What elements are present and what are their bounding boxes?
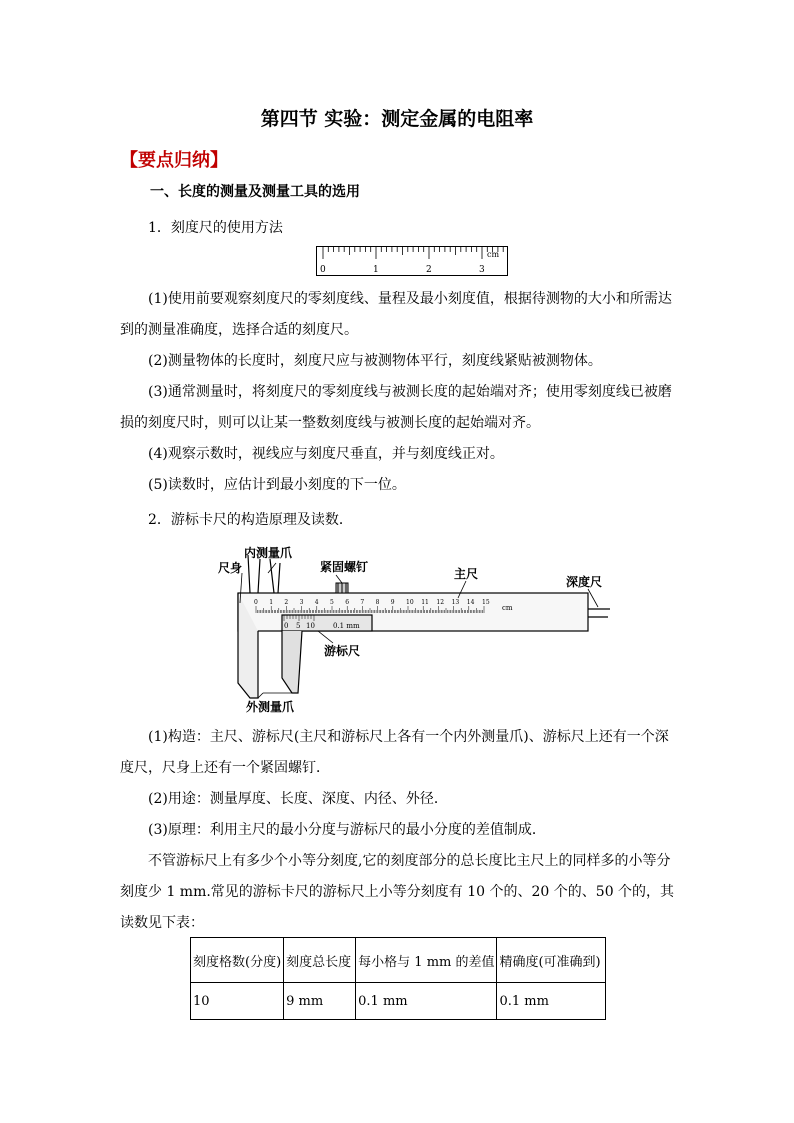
table-header: 每小格与 1 mm 的差值	[356, 938, 497, 983]
caliper-main-label: 14	[466, 599, 475, 606]
caliper-main-label: 3	[299, 599, 304, 606]
page-title: 第四节 实验：测定金属的电阻率	[260, 108, 534, 130]
caliper-item-2: (2)用途：测量厚度、长度、深度、内径、外径．	[148, 791, 448, 807]
caliper-item-1: (1)构造：主尺、游标尺(主尺和游标尺上各有一个内外测量爪)、游标尺上还有一个深度尺，尺身上还有一个紧固螺钉．	[120, 729, 669, 776]
label-screw: 紧固螺钉	[320, 560, 369, 574]
caliper-main-label: 1	[269, 599, 274, 606]
caliper-main-label: 8	[375, 599, 380, 606]
label-body: 尺身	[218, 561, 243, 575]
caliper-vernier-10: 10	[306, 622, 315, 630]
caliper-vernier-5: 5	[296, 622, 301, 630]
section-heading: 一、长度的测量及测量工具的选用	[150, 184, 360, 200]
caliper-main-label: 11	[421, 599, 429, 606]
caliper-main-label: 10	[406, 599, 414, 606]
label-vernier: 游标尺	[324, 644, 361, 658]
caliper-main-label: 9	[390, 599, 395, 606]
table-row	[191, 983, 606, 1020]
caliper-item-3: (3)原理：利用主尺的最小分度与游标尺的最小分度的差值制成．	[148, 822, 546, 838]
caliper-figure	[218, 543, 618, 713]
caliper-main-unit: cm	[502, 604, 513, 612]
caliper-main-label: 2	[284, 599, 289, 606]
ruler-label-3: 3	[479, 265, 485, 275]
ruler-label-2: 2	[426, 265, 432, 275]
caliper-vernier-0: 0	[284, 622, 289, 630]
caliper-heading: 2．游标卡尺的构造原理及读数．	[148, 512, 353, 528]
ruler-item-5: (5)读数时，应估计到最小刻度的下一位。	[148, 477, 406, 493]
caliper-main-label: 6	[345, 599, 350, 606]
caliper-main-label: 7	[360, 599, 365, 606]
caliper-main-label: 0	[254, 599, 258, 606]
ruler-figure	[316, 246, 508, 276]
table-header-row	[191, 938, 606, 983]
label-outer-jaw: 外测量爪	[246, 700, 295, 713]
table-cell: 10	[191, 983, 284, 1020]
table-header: 刻度总长度	[284, 938, 356, 983]
ruler-label-1: 1	[373, 265, 379, 275]
vernier-table	[190, 937, 606, 1020]
table-header: 刻度格数(分度)	[191, 938, 284, 983]
key-points-heading: 【要点归纳】	[120, 150, 228, 171]
ruler-unit: cm	[487, 250, 500, 259]
ruler-item-1: (1)使用前要观察刻度尺的零刻度线、量程及最小刻度值，根据待测物的大小和所需达到的测量准确度，选择合适的刻度尺。	[120, 291, 672, 338]
caliper-main-label: 13	[451, 599, 460, 606]
ruler-item-4: (4)观察示数时，视线应与刻度尺垂直，并与刻度线正对。	[148, 446, 504, 462]
caliper-main-label: 4	[314, 599, 319, 606]
ruler-heading: 1．刻度尺的使用方法	[148, 220, 283, 236]
ruler-item-2: (2)测量物体的长度时，刻度尺应与被测物体平行，刻度线紧贴被测物体。	[148, 353, 602, 369]
caliper-main-label: 12	[436, 599, 445, 606]
label-inner-jaw: 内测量爪	[244, 546, 293, 560]
caliper-main-label: 5	[330, 599, 334, 606]
caliper-main-label: 15	[482, 599, 490, 606]
label-depth: 深度尺	[566, 575, 603, 589]
ruler-item-3: (3)通常测量时，将刻度尺的零刻度线与被测长度的起始端对齐；使用零刻度线已被磨损的刻度尺时，则可以让某一整数刻度线与被测长度的起始端对齐。	[120, 384, 672, 431]
caliper-item-4: 不管游标尺上有多少个小等分刻度,它的刻度部分的总长度比主尺上的同样多的小等分刻度少 1 mm.常见的游标卡尺的游标尺上小等分刻度有 10 个的、20 个的、50 个的，其读数见下表：	[120, 853, 675, 931]
label-main-scale: 主尺	[454, 567, 479, 581]
caliper-vernier-note: 0.1 mm	[333, 622, 360, 630]
ruler-label-0: 0	[320, 265, 326, 275]
table-cell: 0.1 mm	[497, 983, 606, 1020]
table-cell: 9 mm	[284, 983, 356, 1020]
table-header: 精确度(可准确到)	[497, 938, 606, 983]
table-cell: 0.1 mm	[356, 983, 497, 1020]
